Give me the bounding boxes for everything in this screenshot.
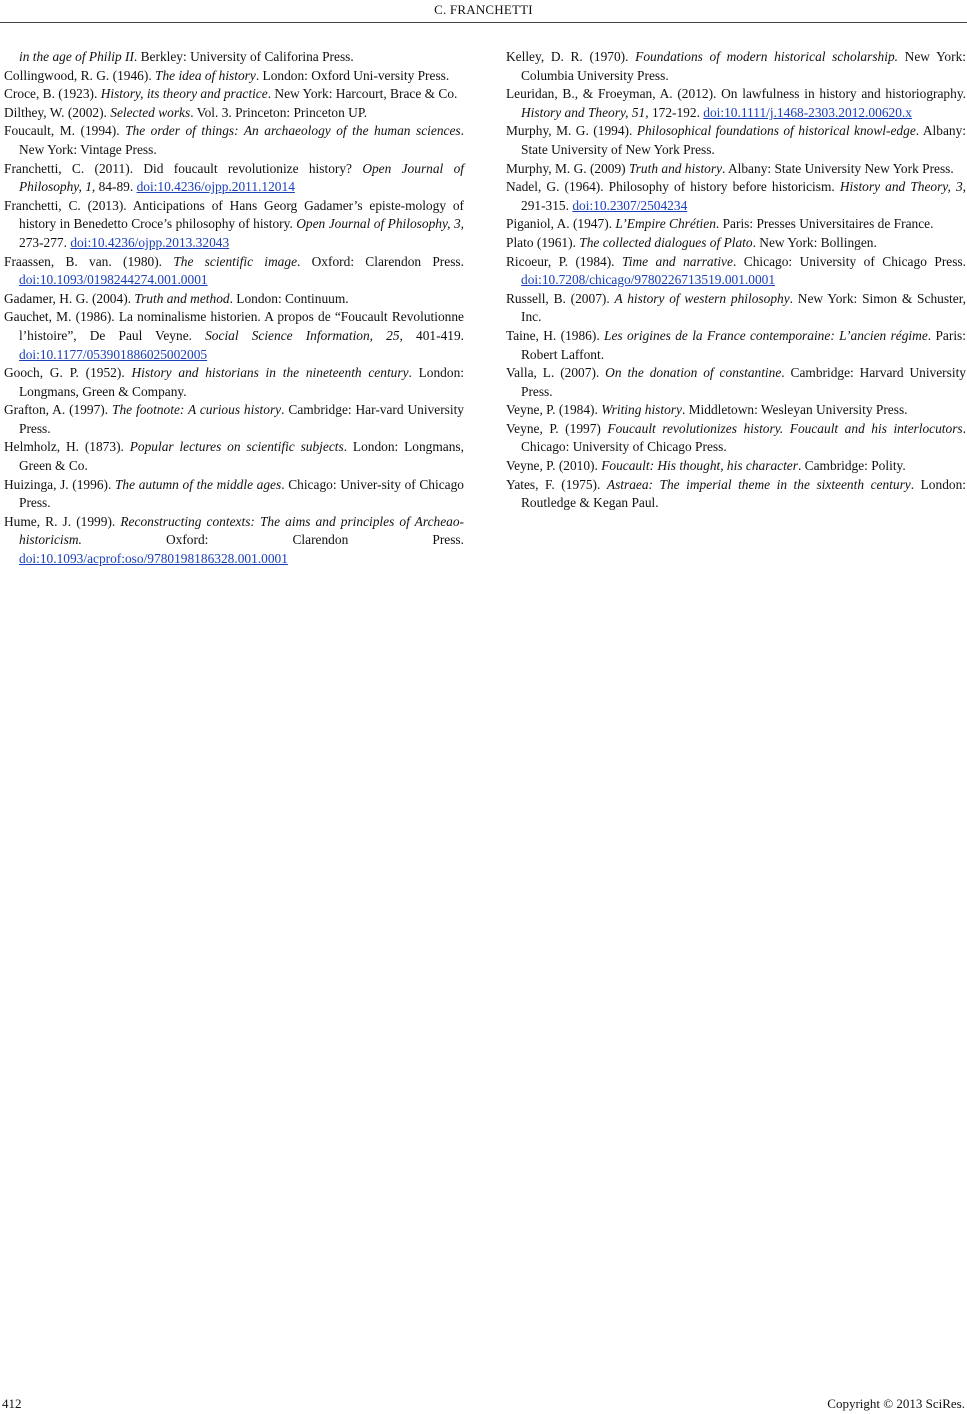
reference-title: The footnote: A curious history [112, 402, 282, 418]
reference-entry [4, 513, 464, 569]
reference-title: Popular lectures on scientific subjects [129, 439, 344, 455]
reference-text: . Oxford: Clarendon Press. [297, 253, 464, 269]
reference-title: The autumn of the middle ages [114, 476, 282, 492]
doi-link[interactable]: doi:10.1111/j.1468-2303.2012.00620.x [703, 104, 912, 120]
reference-entry [506, 290, 966, 327]
reference-text: Leuridan, B., & Froeyman, A. (2012). On lawfulness in history and historiography. [506, 86, 966, 102]
reference-text: Helmholz, H. (1873). [4, 439, 130, 455]
reference-text: . London: Longmans, Green & Company. [19, 365, 464, 399]
reference-text: . Berkley: University of Califorina Press. [133, 49, 354, 64]
reference-title: Open Journal of Philosophy, 1, [19, 160, 464, 195]
reference-text: Murphy, M. G. (1994). [506, 123, 637, 139]
reference-text: . Cambridge: Harvard University Press. [521, 365, 966, 399]
reference-text: . New York: Simon & Schuster, Inc. [521, 290, 966, 325]
reference-entry [506, 160, 966, 179]
reference-title: History, its theory and practice [100, 86, 268, 102]
reference-entry [506, 457, 966, 476]
reference-title: Foucault: His thought, his character [601, 458, 798, 474]
reference-text: Russell, B. (2007). [506, 290, 615, 306]
reference-entry [4, 67, 464, 86]
reference-text: . Cambridge: Polity. [797, 458, 906, 474]
reference-entry [4, 253, 464, 290]
reference-text: 84-89. [95, 179, 137, 195]
reference-text: Hume, R. J. (1999). [4, 513, 121, 529]
reference-text: . Paris: Presses Universitaires de France. [715, 216, 934, 232]
reference-text: Ricoeur, P. (1984). [506, 253, 623, 269]
reference-title: in the age of Philip II [19, 49, 134, 64]
reference-entry [4, 290, 464, 309]
reference-entry [506, 215, 966, 234]
reference-text: Murphy, M. G. (2009) [506, 160, 629, 176]
reference-entry [506, 476, 966, 513]
reference-title: The scientific image [173, 253, 298, 269]
reference-title: The collected dialogues of Plato [579, 234, 753, 250]
references-left-column [4, 48, 464, 569]
doi-link[interactable]: doi:10.7208/chicago/9780226713519.001.0001 [521, 272, 776, 288]
reference-text: . New York: Vintage Press. [19, 123, 464, 157]
doi-link[interactable]: doi:10.4236/ojpp.2013.32043 [70, 234, 230, 250]
reference-text: . London: Continuum. [229, 290, 349, 306]
reference-text: 172-192. [648, 104, 704, 120]
reference-text: 273-277. [19, 234, 71, 250]
reference-title: Astraea: The imperial theme in the sixteenth century [606, 476, 911, 492]
reference-entry [4, 197, 464, 253]
reference-text: Kelley, D. R. (1970). [506, 49, 636, 64]
reference-entry [506, 234, 966, 253]
reference-text: Gooch, G. P. (1952). [4, 365, 132, 381]
reference-entry [506, 48, 966, 85]
reference-title: History and historians in the nineteenth century [131, 365, 409, 381]
reference-text: Franchetti, C. (2013). Anticipations of Hans Georg Gadamer’s episte-mology of history in Benedetto Croce’s philosophy of history. [4, 197, 464, 232]
reference-title: Open Journal of Philosophy, 3, [296, 216, 464, 232]
reference-title: Foundations of modern historical scholarship. [635, 49, 898, 64]
reference-text: Yates, F. (1975). [506, 476, 607, 492]
doi-link[interactable]: doi:10.4236/ojpp.2011.12014 [136, 179, 295, 195]
reference-text: Huizinga, J. (1996). [4, 476, 115, 492]
reference-entry [506, 364, 966, 401]
copyright-notice: Copyright © 2013 SciRes. [827, 1396, 965, 1411]
reference-text: . Chicago: Univer-sity of Chicago Press. [19, 476, 464, 511]
reference-text: . Chicago: University of Chicago Press. [521, 420, 966, 455]
header-rule [0, 22, 967, 23]
reference-entry [4, 122, 464, 159]
reference-entry [506, 85, 966, 122]
reference-title: Social Science Information, 25, [205, 327, 403, 343]
reference-text: 291-315. [521, 197, 573, 213]
reference-text: . London: Oxford Uni-versity Press. [255, 67, 450, 83]
reference-text: Veyne, P. (1997) [506, 420, 608, 436]
doi-link[interactable]: doi:10.2307/2504234 [572, 197, 688, 213]
reference-text: . Albany: State University New York Press. [722, 160, 954, 176]
reference-title: The order of things: An archaeology of the human sciences [125, 123, 461, 139]
reference-text: Gauchet, M. (1986). La nominalisme historien. A propos de “Foucault Revolutionne l’histoire”, De Paul Veyne. [4, 309, 464, 343]
reference-entry [4, 476, 464, 513]
reference-title: A history of western philosophy [614, 290, 790, 306]
reference-title: Philosophical foundations of historical knowl-edge [636, 123, 916, 139]
reference-text: Fraassen, B. van. (1980). [4, 253, 174, 269]
reference-text: . Middletown: Wesleyan University Press. [681, 402, 908, 418]
doi-link[interactable]: doi:10.1093/acprof:oso/9780198186328.001.0001 [19, 551, 288, 567]
reference-text: . New York: Harcourt, Brace & Co. [267, 86, 458, 102]
reference-entry [506, 122, 966, 159]
reference-title: L’Empire Chrétien [615, 216, 716, 232]
reference-entry [506, 401, 966, 420]
reference-title: Time and narrative [622, 253, 733, 269]
reference-text: Plato (1961). [506, 234, 580, 250]
reference-text: . Cambridge: Har-vard University Press. [19, 402, 464, 436]
reference-title: History and Theory, 51, [521, 104, 649, 120]
reference-title: Reconstructing contexts: The aims and principles of Archeao-historicism. [19, 513, 465, 548]
reference-text: Croce, B. (1923). [4, 86, 101, 102]
reference-text: Gadamer, H. G. (2004). [4, 290, 135, 306]
reference-text: Collingwood, R. G. (1946). [4, 67, 156, 83]
references-right-column [506, 48, 966, 513]
reference-text: Veyne, P. (2010). [506, 458, 602, 474]
reference-entry [4, 48, 464, 67]
reference-text: Oxford: Clarendon Press. [81, 532, 464, 548]
reference-title: Foucault revolutionizes history. Foucault and his interlocutors [607, 420, 963, 436]
reference-text: Dilthey, W. (2002). [4, 104, 111, 120]
running-head: C. FRANCHETTI [434, 2, 533, 17]
reference-text: . New York: Bollingen. [752, 234, 877, 250]
reference-title: The idea of history [155, 67, 256, 83]
reference-text: Taine, H. (1986). [506, 327, 605, 343]
reference-text: Veyne, P. (1984). [506, 402, 602, 418]
reference-entry [506, 253, 966, 290]
reference-entry [4, 308, 464, 364]
reference-text: Grafton, A. (1997). [4, 402, 113, 418]
reference-title: On the donation of constantine [605, 365, 782, 381]
reference-text: Franchetti, C. (2011). Did foucault revolutionize history? [4, 160, 363, 176]
reference-entry [4, 438, 464, 475]
reference-entry [4, 104, 464, 123]
reference-title: Selected works [110, 104, 191, 120]
reference-entry [506, 420, 966, 457]
reference-entry [4, 160, 464, 197]
reference-entry [506, 178, 966, 215]
reference-text: Piganiol, A. (1947). [506, 216, 616, 232]
reference-title: Les origines de la France contemporaine: L’ancien régime [604, 327, 928, 343]
page-number: 412 [2, 1396, 22, 1411]
reference-text: Valla, L. (2007). [506, 365, 606, 381]
reference-text: Foucault, M. (1994). [4, 123, 126, 139]
doi-link[interactable]: doi:10.1093/0198244274.001.0001 [19, 272, 208, 288]
reference-text: New York: Columbia University Press. [521, 49, 967, 83]
reference-entry [4, 85, 464, 104]
reference-entry [506, 327, 966, 364]
reference-text: . London: Longmans, Green & Co. [19, 439, 464, 474]
reference-text: . Vol. 3. Princeton: Princeton UP. [190, 104, 368, 120]
reference-text: . London: Routledge & Kegan Paul. [521, 476, 966, 511]
reference-text: 401-419. [402, 327, 465, 343]
reference-title: Truth and history [629, 160, 723, 176]
reference-entry [4, 401, 464, 438]
reference-entry [4, 364, 464, 401]
reference-text: . Paris: Robert Laffont. [521, 327, 966, 362]
reference-title: Truth and method [134, 290, 230, 306]
reference-text: . Chicago: University of Chicago Press. [732, 253, 966, 269]
doi-link[interactable]: doi:10.1177/053901886025002005 [19, 346, 208, 362]
reference-text: Nadel, G. (1964). Philosophy of history before historicism. [506, 179, 840, 195]
reference-text: . Albany: State University of New York Press. [521, 123, 966, 157]
reference-title: Writing history [601, 402, 682, 418]
reference-title: History and Theory, 3, [839, 179, 966, 195]
